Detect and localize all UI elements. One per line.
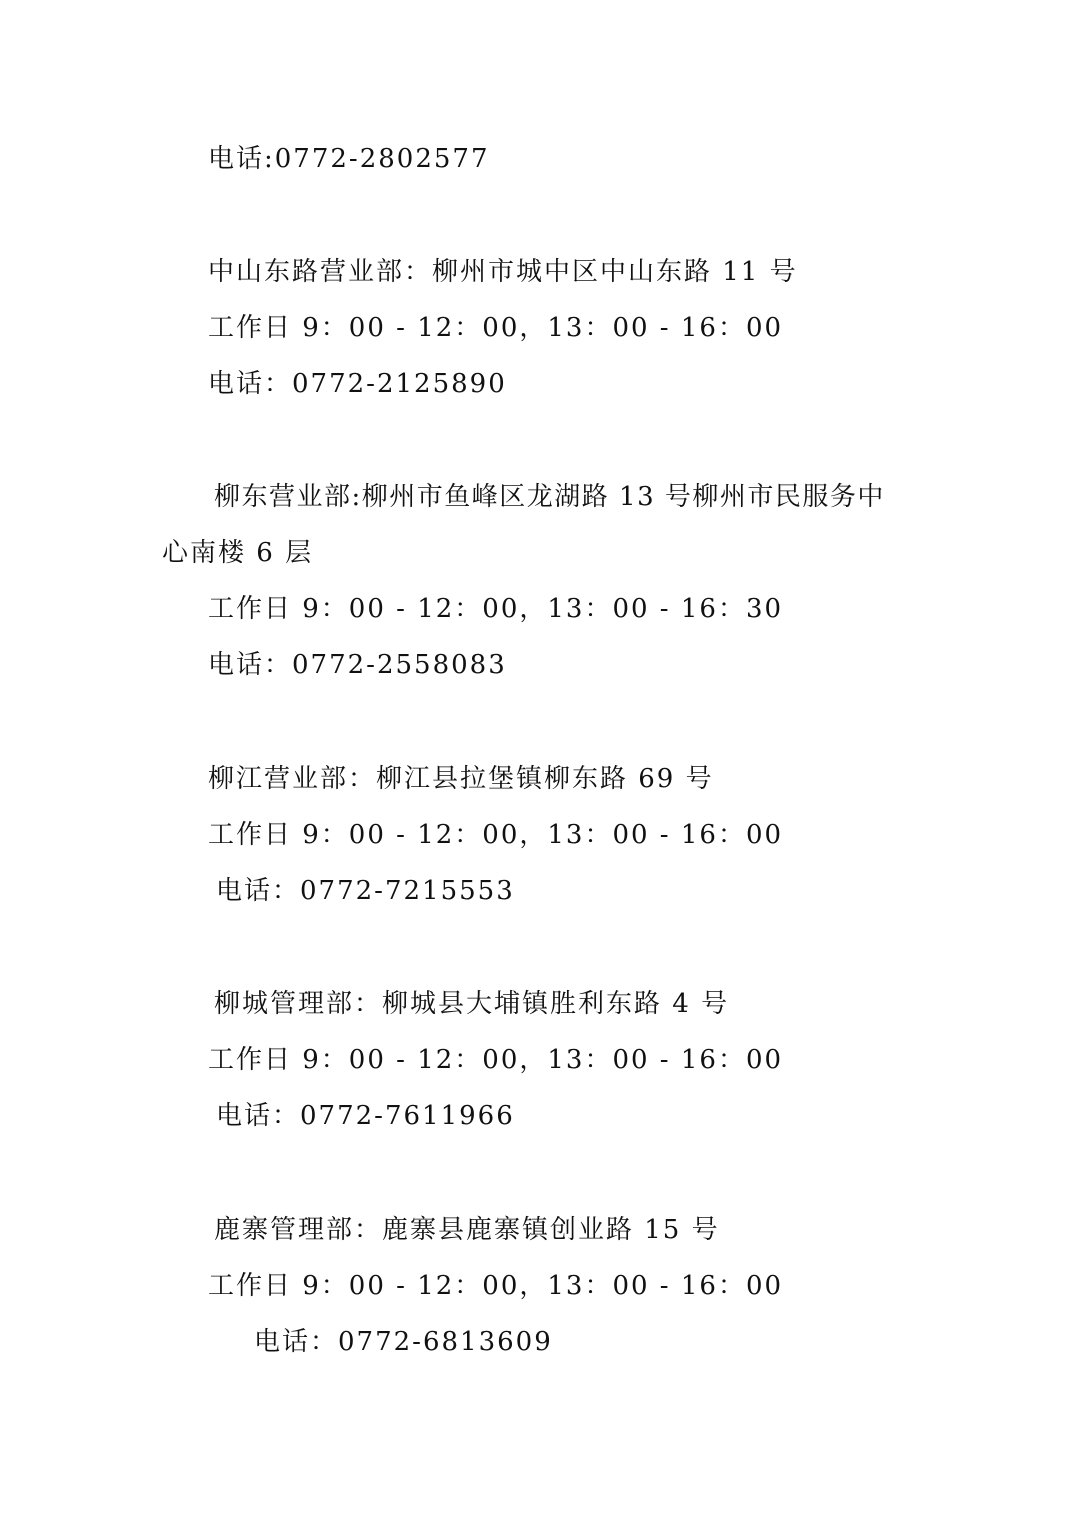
liudong-address-line2: 心南楼 6 层 — [162, 538, 314, 568]
liucheng-hours: 工作日 9：00 - 12：00，13：00 - 16：00 — [208, 1045, 784, 1075]
luzhai-hours: 工作日 9：00 - 12：00，13：00 - 16：00 — [208, 1271, 784, 1301]
zhongshan-address: 中山东路营业部：柳州市城中区中山东路 11 号 — [208, 257, 798, 287]
liudong-address-line1: 柳东营业部:柳州市鱼峰区龙湖路 13 号柳州市民服务中 — [214, 482, 885, 512]
luzhai-address: 鹿寨管理部：鹿寨县鹿寨镇创业路 15 号 — [214, 1215, 720, 1245]
luzhai-phone: 电话：0772-6813609 — [254, 1327, 553, 1357]
first-block-phone: 电话:0772-2802577 — [208, 144, 490, 174]
liujiang-address: 柳江营业部：柳江县拉堡镇柳东路 69 号 — [208, 764, 714, 794]
liucheng-address: 柳城管理部：柳城县大埔镇胜利东路 4 号 — [214, 989, 730, 1019]
liucheng-phone: 电话：0772-7611966 — [216, 1101, 515, 1131]
liujiang-phone: 电话：0772-7215553 — [216, 876, 515, 906]
liudong-phone: 电话：0772-2558083 — [208, 650, 507, 680]
zhongshan-hours: 工作日 9：00 - 12：00，13：00 - 16：00 — [208, 313, 784, 343]
liujiang-hours: 工作日 9：00 - 12：00，13：00 - 16：00 — [208, 820, 784, 850]
liudong-hours: 工作日 9：00 - 12：00，13：00 - 16：30 — [208, 594, 784, 624]
zhongshan-phone: 电话：0772-2125890 — [208, 369, 507, 399]
